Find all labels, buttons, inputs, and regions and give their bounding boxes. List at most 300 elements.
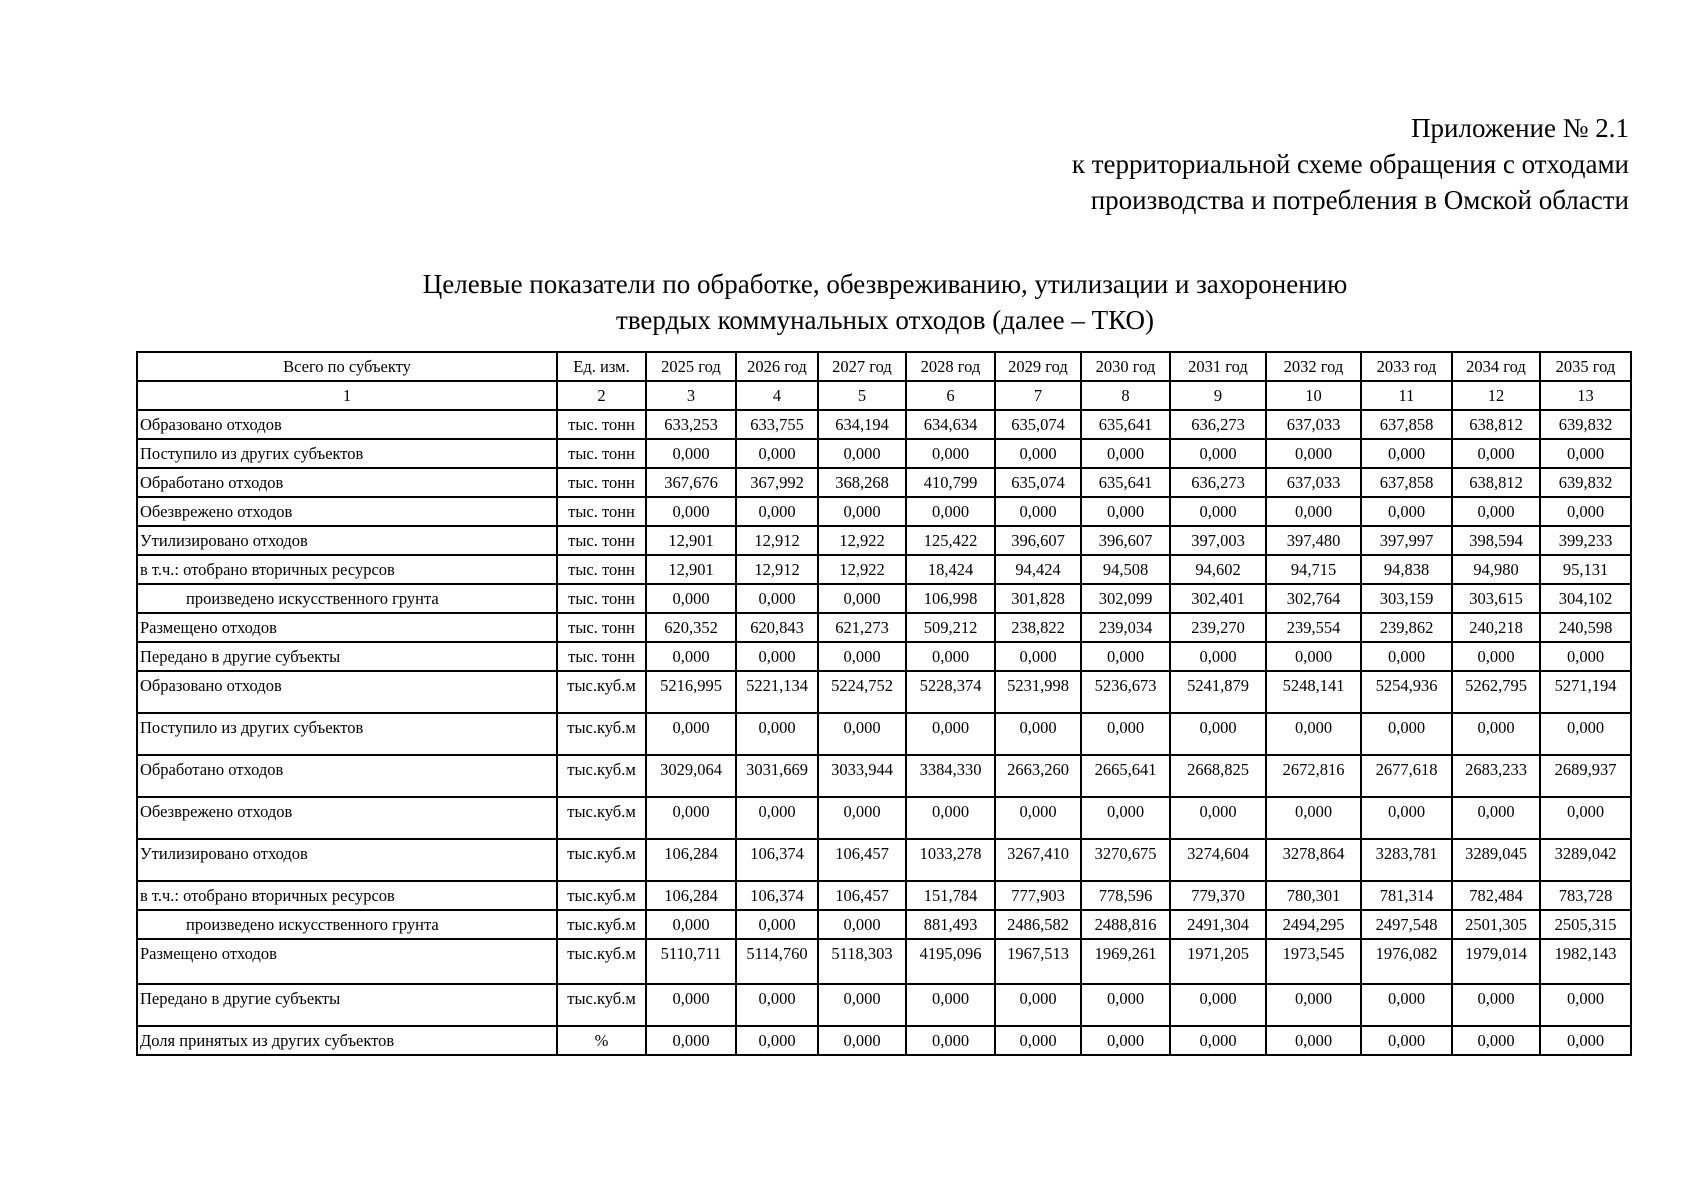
row-value-cell: 0,000: [646, 713, 736, 755]
row-value-cell: 0,000: [736, 642, 818, 671]
appendix-line-3: производства и потребления в Омской области: [1090, 185, 1629, 215]
row-value-cell: 12,912: [736, 526, 818, 555]
table-row: [137, 584, 1631, 613]
row-value-cell: 5114,760: [736, 939, 818, 984]
row-value-cell: 397,480: [1266, 526, 1361, 555]
row-indicator-name: в т.ч.: отобрано вторичных ресурсов: [137, 881, 557, 910]
column-number-row: [137, 381, 1631, 410]
appendix-number: Приложение № 2.1: [1411, 113, 1629, 143]
row-unit: тыс. тонн: [557, 439, 646, 468]
row-value-cell: 0,000: [646, 642, 736, 671]
row-value-cell: 18,424: [906, 555, 995, 584]
row-value-cell: 3033,944: [818, 755, 906, 797]
row-value-cell: 0,000: [1452, 497, 1540, 526]
row-value-cell: 94,602: [1170, 555, 1266, 584]
row-value-cell: 5224,752: [818, 671, 906, 713]
row-value-cell: 0,000: [995, 642, 1081, 671]
row-value-cell: 0,000: [995, 439, 1081, 468]
table-row: [137, 671, 1631, 713]
row-value-cell: 0,000: [1081, 984, 1170, 1026]
column-number: 1: [137, 381, 557, 410]
row-value-cell: 0,000: [646, 1026, 736, 1055]
row-value-cell: 2488,816: [1081, 910, 1170, 939]
row-value-cell: 5228,374: [906, 671, 995, 713]
column-number: 2: [557, 381, 646, 410]
table-row: [137, 642, 1631, 671]
row-value-cell: 0,000: [1081, 713, 1170, 755]
row-value-cell: 5216,995: [646, 671, 736, 713]
row-value-cell: 125,422: [906, 526, 995, 555]
row-value-cell: 106,284: [646, 881, 736, 910]
row-value-cell: 2668,825: [1170, 755, 1266, 797]
row-indicator-name: Обезврежено отходов: [137, 497, 557, 526]
row-value-cell: 639,832: [1540, 468, 1631, 497]
row-value-cell: 5118,303: [818, 939, 906, 984]
row-value-cell: 621,273: [818, 613, 906, 642]
row-value-cell: 2663,260: [995, 755, 1081, 797]
row-value-cell: 509,212: [906, 613, 995, 642]
row-value-cell: 782,484: [1452, 881, 1540, 910]
row-value-cell: 302,099: [1081, 584, 1170, 613]
row-value-cell: 5254,936: [1361, 671, 1452, 713]
row-value-cell: 0,000: [736, 984, 818, 1026]
row-indicator-name: Обезврежено отходов: [137, 797, 557, 839]
row-value-cell: 0,000: [1540, 439, 1631, 468]
table-row: [137, 410, 1631, 439]
row-value-cell: 396,607: [995, 526, 1081, 555]
appendix-header: [1072, 110, 1629, 218]
row-value-cell: 0,000: [1452, 984, 1540, 1026]
row-value-cell: 5271,194: [1540, 671, 1631, 713]
row-value-cell: 781,314: [1361, 881, 1452, 910]
row-value-cell: 1033,278: [906, 839, 995, 881]
table-row: [137, 713, 1631, 755]
row-value-cell: 4195,096: [906, 939, 995, 984]
row-unit: тыс. тонн: [557, 555, 646, 584]
row-value-cell: 633,755: [736, 410, 818, 439]
header-year: 2025 год: [646, 352, 736, 381]
row-value-cell: 0,000: [736, 713, 818, 755]
row-value-cell: 5221,134: [736, 671, 818, 713]
row-value-cell: 3031,669: [736, 755, 818, 797]
row-indicator-name: Доля принятых из других субъектов: [137, 1026, 557, 1055]
row-value-cell: 0,000: [1361, 642, 1452, 671]
row-value-cell: 0,000: [1081, 797, 1170, 839]
row-value-cell: 637,033: [1266, 468, 1361, 497]
column-number: 12: [1452, 381, 1540, 410]
row-value-cell: 239,270: [1170, 613, 1266, 642]
row-value-cell: 3289,042: [1540, 839, 1631, 881]
table-row: [137, 613, 1631, 642]
row-value-cell: 0,000: [995, 1026, 1081, 1055]
row-unit: тыс. тонн: [557, 468, 646, 497]
row-value-cell: 1971,205: [1170, 939, 1266, 984]
row-value-cell: 106,457: [818, 839, 906, 881]
row-value-cell: 620,843: [736, 613, 818, 642]
row-value-cell: 633,253: [646, 410, 736, 439]
table-row: [137, 755, 1631, 797]
row-value-cell: 3029,064: [646, 755, 736, 797]
row-value-cell: 0,000: [1266, 984, 1361, 1026]
row-unit: тыс.куб.м: [557, 984, 646, 1026]
row-value-cell: 0,000: [736, 910, 818, 939]
row-unit: тыс. тонн: [557, 526, 646, 555]
row-value-cell: 778,596: [1081, 881, 1170, 910]
row-value-cell: 1979,014: [1452, 939, 1540, 984]
row-value-cell: 0,000: [1452, 642, 1540, 671]
row-value-cell: 1973,545: [1266, 939, 1361, 984]
row-value-cell: 0,000: [818, 439, 906, 468]
row-unit: тыс.куб.м: [557, 713, 646, 755]
row-indicator-name: Размещено отходов: [137, 939, 557, 984]
row-value-cell: 0,000: [646, 584, 736, 613]
row-value-cell: 1969,261: [1081, 939, 1170, 984]
row-value-cell: 0,000: [646, 797, 736, 839]
table-row: [137, 839, 1631, 881]
row-value-cell: 639,832: [1540, 410, 1631, 439]
row-unit: %: [557, 1026, 646, 1055]
table-row: [137, 984, 1631, 1026]
row-value-cell: 239,034: [1081, 613, 1170, 642]
row-value-cell: 0,000: [646, 497, 736, 526]
row-value-cell: 634,194: [818, 410, 906, 439]
row-value-cell: 637,858: [1361, 468, 1452, 497]
row-value-cell: 0,000: [818, 1026, 906, 1055]
row-value-cell: 0,000: [1540, 797, 1631, 839]
table-row: [137, 555, 1631, 584]
row-value-cell: 0,000: [1081, 439, 1170, 468]
row-value-cell: 635,074: [995, 468, 1081, 497]
row-value-cell: 301,828: [995, 584, 1081, 613]
row-value-cell: 0,000: [995, 984, 1081, 1026]
row-value-cell: 634,634: [906, 410, 995, 439]
row-value-cell: 5241,879: [1170, 671, 1266, 713]
row-value-cell: 12,912: [736, 555, 818, 584]
row-value-cell: 637,033: [1266, 410, 1361, 439]
row-value-cell: 2494,295: [1266, 910, 1361, 939]
row-value-cell: 0,000: [995, 797, 1081, 839]
row-value-cell: 0,000: [906, 497, 995, 526]
row-value-cell: 94,424: [995, 555, 1081, 584]
row-value-cell: 12,922: [818, 526, 906, 555]
table-row: [137, 526, 1631, 555]
row-value-cell: 12,922: [818, 555, 906, 584]
row-value-cell: 0,000: [1361, 797, 1452, 839]
row-value-cell: 0,000: [1540, 497, 1631, 526]
header-year: 2026 год: [736, 352, 818, 381]
indicators-table: [136, 351, 1632, 1056]
row-value-cell: 2689,937: [1540, 755, 1631, 797]
row-value-cell: 303,615: [1452, 584, 1540, 613]
row-value-cell: 0,000: [906, 439, 995, 468]
column-number: 5: [818, 381, 906, 410]
row-unit: тыс. тонн: [557, 584, 646, 613]
header-year: 2031 год: [1170, 352, 1266, 381]
row-value-cell: 635,641: [1081, 468, 1170, 497]
title-line-2: твердых коммунальных отходов (далее – ТКО): [616, 305, 1154, 335]
row-value-cell: 2497,548: [1361, 910, 1452, 939]
row-value-cell: 0,000: [1540, 1026, 1631, 1055]
row-value-cell: 0,000: [818, 713, 906, 755]
row-value-cell: 777,903: [995, 881, 1081, 910]
row-value-cell: 0,000: [1266, 1026, 1361, 1055]
row-value-cell: 0,000: [906, 1026, 995, 1055]
row-value-cell: 238,822: [995, 613, 1081, 642]
row-value-cell: 1967,513: [995, 939, 1081, 984]
row-value-cell: 0,000: [736, 497, 818, 526]
row-value-cell: 106,374: [736, 881, 818, 910]
row-value-cell: 3283,781: [1361, 839, 1452, 881]
row-value-cell: 106,284: [646, 839, 736, 881]
row-value-cell: 635,074: [995, 410, 1081, 439]
row-value-cell: 0,000: [1266, 713, 1361, 755]
row-value-cell: 0,000: [995, 713, 1081, 755]
row-value-cell: 399,233: [1540, 526, 1631, 555]
row-unit: тыс.куб.м: [557, 939, 646, 984]
row-value-cell: 12,901: [646, 526, 736, 555]
row-value-cell: 240,218: [1452, 613, 1540, 642]
table-row: [137, 468, 1631, 497]
row-indicator-name: Передано в другие субъекты: [137, 642, 557, 671]
row-value-cell: 0,000: [1361, 1026, 1452, 1055]
row-indicator-name: Обработано отходов: [137, 468, 557, 497]
row-indicator-name: Передано в другие субъекты: [137, 984, 557, 1026]
row-value-cell: 302,401: [1170, 584, 1266, 613]
row-value-cell: 240,598: [1540, 613, 1631, 642]
row-value-cell: 0,000: [1452, 713, 1540, 755]
row-unit: тыс. тонн: [557, 613, 646, 642]
row-value-cell: 0,000: [1540, 642, 1631, 671]
row-value-cell: 94,838: [1361, 555, 1452, 584]
row-value-cell: 0,000: [1170, 1026, 1266, 1055]
row-value-cell: 106,457: [818, 881, 906, 910]
row-value-cell: 637,858: [1361, 410, 1452, 439]
row-value-cell: 303,159: [1361, 584, 1452, 613]
table-row: [137, 497, 1631, 526]
row-value-cell: 0,000: [736, 797, 818, 839]
header-subject: Всего по субъекту: [137, 352, 557, 381]
row-value-cell: 0,000: [1170, 497, 1266, 526]
row-value-cell: 636,273: [1170, 468, 1266, 497]
row-value-cell: 396,607: [1081, 526, 1170, 555]
table-row: [137, 439, 1631, 468]
row-indicator-name: Образовано отходов: [137, 410, 557, 439]
row-value-cell: 0,000: [906, 713, 995, 755]
row-value-cell: 367,992: [736, 468, 818, 497]
row-value-cell: 0,000: [1266, 439, 1361, 468]
row-unit: тыс.куб.м: [557, 910, 646, 939]
row-value-cell: 0,000: [736, 439, 818, 468]
header-row: [137, 352, 1631, 381]
row-unit: тыс.куб.м: [557, 881, 646, 910]
row-value-cell: 0,000: [906, 797, 995, 839]
row-value-cell: 3384,330: [906, 755, 995, 797]
header-year: 2035 год: [1540, 352, 1631, 381]
row-indicator-name: Поступило из других субъектов: [137, 439, 557, 468]
row-value-cell: 881,493: [906, 910, 995, 939]
header-year: 2032 год: [1266, 352, 1361, 381]
row-value-cell: 3274,604: [1170, 839, 1266, 881]
table-row: [137, 797, 1631, 839]
row-unit: тыс. тонн: [557, 642, 646, 671]
row-value-cell: 0,000: [646, 439, 736, 468]
row-unit: тыс.куб.м: [557, 671, 646, 713]
row-unit: тыс. тонн: [557, 497, 646, 526]
title-line-1: Целевые показатели по обработке, обезвреживанию, утилизации и захоронению: [422, 269, 1348, 299]
row-indicator-name: в т.ч.: отобрано вторичных ресурсов: [137, 555, 557, 584]
row-value-cell: 94,508: [1081, 555, 1170, 584]
table-row: [137, 1026, 1631, 1055]
table-row: [137, 910, 1631, 939]
row-value-cell: 620,352: [646, 613, 736, 642]
row-value-cell: 0,000: [818, 910, 906, 939]
header-unit: Ед. изм.: [557, 352, 646, 381]
column-number: 13: [1540, 381, 1631, 410]
row-value-cell: 0,000: [818, 584, 906, 613]
column-number: 11: [1361, 381, 1452, 410]
row-indicator-name: Утилизировано отходов: [137, 839, 557, 881]
header-year: 2028 год: [906, 352, 995, 381]
row-unit: тыс.куб.м: [557, 755, 646, 797]
header-year: 2034 год: [1452, 352, 1540, 381]
row-value-cell: 0,000: [818, 642, 906, 671]
row-value-cell: 0,000: [1452, 439, 1540, 468]
column-number: 9: [1170, 381, 1266, 410]
row-value-cell: 239,862: [1361, 613, 1452, 642]
row-value-cell: 2501,305: [1452, 910, 1540, 939]
row-value-cell: 636,273: [1170, 410, 1266, 439]
row-value-cell: 779,370: [1170, 881, 1266, 910]
row-value-cell: 0,000: [1361, 713, 1452, 755]
row-value-cell: 106,998: [906, 584, 995, 613]
row-value-cell: 0,000: [906, 984, 995, 1026]
row-value-cell: 0,000: [1452, 797, 1540, 839]
row-value-cell: 5110,711: [646, 939, 736, 984]
row-value-cell: 0,000: [1170, 642, 1266, 671]
row-value-cell: 638,812: [1452, 410, 1540, 439]
row-value-cell: 0,000: [1081, 1026, 1170, 1055]
row-value-cell: 0,000: [1170, 713, 1266, 755]
row-value-cell: 239,554: [1266, 613, 1361, 642]
column-number: 8: [1081, 381, 1170, 410]
row-value-cell: 3278,864: [1266, 839, 1361, 881]
table-row: [137, 939, 1631, 984]
row-unit: тыс.куб.м: [557, 797, 646, 839]
row-value-cell: 5262,795: [1452, 671, 1540, 713]
row-value-cell: 0,000: [906, 642, 995, 671]
row-value-cell: 5236,673: [1081, 671, 1170, 713]
row-value-cell: 12,901: [646, 555, 736, 584]
document-title: [0, 266, 1697, 338]
row-value-cell: 304,102: [1540, 584, 1631, 613]
row-indicator-name: Утилизировано отходов: [137, 526, 557, 555]
row-value-cell: 0,000: [1081, 642, 1170, 671]
row-unit: тыс. тонн: [557, 410, 646, 439]
row-value-cell: 5231,998: [995, 671, 1081, 713]
row-value-cell: 0,000: [818, 984, 906, 1026]
row-value-cell: 780,301: [1266, 881, 1361, 910]
table-row: [137, 881, 1631, 910]
row-value-cell: 106,374: [736, 839, 818, 881]
row-value-cell: 368,268: [818, 468, 906, 497]
row-indicator-name: произведено искусственного грунта: [137, 584, 557, 613]
column-number: 7: [995, 381, 1081, 410]
row-value-cell: 0,000: [1170, 797, 1266, 839]
row-value-cell: 95,131: [1540, 555, 1631, 584]
header-year: 2029 год: [995, 352, 1081, 381]
row-value-cell: 0,000: [646, 910, 736, 939]
row-value-cell: 0,000: [1361, 497, 1452, 526]
row-value-cell: 0,000: [995, 497, 1081, 526]
row-value-cell: 0,000: [736, 584, 818, 613]
row-value-cell: 398,594: [1452, 526, 1540, 555]
header-year: 2027 год: [818, 352, 906, 381]
row-value-cell: 0,000: [818, 497, 906, 526]
row-value-cell: 635,641: [1081, 410, 1170, 439]
row-value-cell: 0,000: [646, 984, 736, 1026]
row-value-cell: 302,764: [1266, 584, 1361, 613]
row-value-cell: 151,784: [906, 881, 995, 910]
row-value-cell: 2665,641: [1081, 755, 1170, 797]
row-indicator-name: Образовано отходов: [137, 671, 557, 713]
row-value-cell: 2491,304: [1170, 910, 1266, 939]
row-value-cell: 1976,082: [1361, 939, 1452, 984]
row-value-cell: 2672,816: [1266, 755, 1361, 797]
row-value-cell: 367,676: [646, 468, 736, 497]
row-value-cell: 0,000: [1266, 797, 1361, 839]
row-value-cell: 0,000: [736, 1026, 818, 1055]
row-value-cell: 397,003: [1170, 526, 1266, 555]
row-value-cell: 0,000: [1170, 984, 1266, 1026]
column-number: 4: [736, 381, 818, 410]
row-value-cell: 94,715: [1266, 555, 1361, 584]
row-value-cell: 2486,582: [995, 910, 1081, 939]
row-unit: тыс.куб.м: [557, 839, 646, 881]
row-indicator-name: Размещено отходов: [137, 613, 557, 642]
row-value-cell: 3270,675: [1081, 839, 1170, 881]
row-value-cell: 2505,315: [1540, 910, 1631, 939]
row-value-cell: 0,000: [1452, 1026, 1540, 1055]
row-value-cell: 0,000: [1361, 984, 1452, 1026]
row-value-cell: 3289,045: [1452, 839, 1540, 881]
appendix-line-2: к территориальной схеме обращения с отходами: [1071, 149, 1629, 179]
row-value-cell: 2683,233: [1452, 755, 1540, 797]
row-value-cell: 0,000: [1170, 439, 1266, 468]
row-indicator-name: Поступило из других субъектов: [137, 713, 557, 755]
row-value-cell: 0,000: [1081, 497, 1170, 526]
row-value-cell: 0,000: [818, 797, 906, 839]
row-value-cell: 0,000: [1266, 642, 1361, 671]
header-year: 2030 год: [1081, 352, 1170, 381]
row-value-cell: 0,000: [1361, 439, 1452, 468]
table-body: [137, 410, 1631, 1055]
column-number: 3: [646, 381, 736, 410]
row-value-cell: 397,997: [1361, 526, 1452, 555]
column-number: 10: [1266, 381, 1361, 410]
row-value-cell: 1982,143: [1540, 939, 1631, 984]
row-value-cell: 410,799: [906, 468, 995, 497]
header-year: 2033 год: [1361, 352, 1452, 381]
row-value-cell: 3267,410: [995, 839, 1081, 881]
row-value-cell: 2677,618: [1361, 755, 1452, 797]
row-value-cell: 783,728: [1540, 881, 1631, 910]
row-value-cell: 0,000: [1540, 984, 1631, 1026]
row-value-cell: 94,980: [1452, 555, 1540, 584]
column-number: 6: [906, 381, 995, 410]
row-value-cell: 5248,141: [1266, 671, 1361, 713]
row-indicator-name: Обработано отходов: [137, 755, 557, 797]
row-indicator-name: произведено искусственного грунта: [137, 910, 557, 939]
